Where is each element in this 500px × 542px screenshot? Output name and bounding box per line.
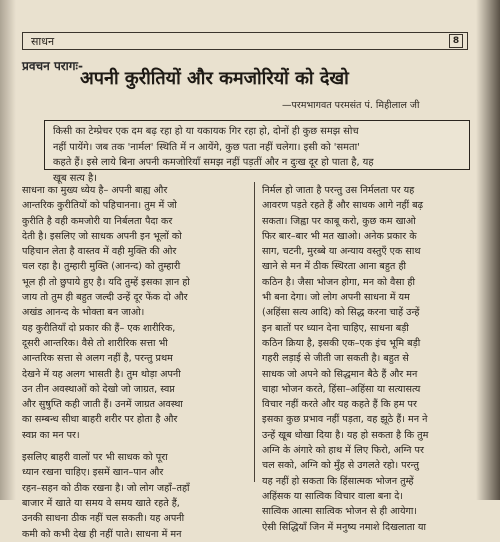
- text-line: अखंड आनन्द के भोक्ता बन जाओ।: [22, 307, 145, 319]
- text-line: का सम्बन्ध सीधा बाहरी शरीर पर होता है और: [22, 414, 178, 426]
- text-line: साधना का मुख्य ध्येय है– अपनी बाह्य और: [22, 185, 168, 196]
- text-line: (अहिंसा सत्य आदि) को सिद्ध करना चाहें उन्हें: [262, 307, 420, 319]
- running-header: [22, 32, 468, 50]
- article-title: अपनी कुरीतियों और कमजोरियों को देखो: [80, 68, 349, 89]
- text-line: ऐसी सिद्धियाँ जिन में मनुष्य नमाशे दिखलाता या: [262, 521, 426, 533]
- left-column: [22, 183, 249, 542]
- quote-line: खूब सत्य है।: [53, 172, 97, 184]
- text-line: आन्तरिक सत्ता से अलग नहीं है, परन्तु प्रथम: [22, 353, 173, 365]
- column-divider: [254, 182, 255, 482]
- right-column: [262, 183, 474, 535]
- text-line: यह नहीं हो सकता कि हिंसात्मक भोजन तुम्हें: [262, 475, 414, 487]
- text-line: स्वप्न का मन पर।: [22, 429, 80, 441]
- text-line: सकता। जिह्वा पर काबू करो, कुछ कम खाओ: [262, 215, 416, 227]
- text-line: उनकी साधना ठीक नहीं चल सकती। यह अपनी: [22, 513, 185, 525]
- text-line: आन्तरिक कुरीतियों को पहिचानना। तुम में जो: [22, 200, 177, 212]
- quote-line: कहते हैं। इसे लाये बिना अपनी कमजोरियाँ समझ नहीं पड़तीं और न दुःख दूर हो पाता है, यह: [53, 157, 374, 168]
- text-line: कठिन क्रिया है, इसकी एक–एक इंच भूमि बड़ी: [262, 337, 421, 349]
- text-line: देती है। इसलिए जो साधक अपनी इन भूलों को: [22, 230, 182, 242]
- quote-line: किसी का टेम्प्रेचर एक दम बढ़ रहा हो या यकायक गिर रहा हो, दोनों ही कुछ समझ सोच: [53, 126, 359, 137]
- text-line: उन्हें खूब धोखा दिया है। यह हो सकता है कि तुम: [262, 429, 429, 441]
- discourse-label: प्रवचन परागः-: [22, 59, 83, 73]
- quote-box: [44, 120, 470, 184]
- text-line: चाहा भोजन करते, हिंसा–अहिंसा या सत्यासत्य: [262, 383, 421, 395]
- text-line: बाजार में खाते या समय वे समय खाते रहते हैं,: [22, 497, 180, 509]
- text-line: कमी को कभी देख ही नहीं पाते। साधना में मन: [22, 528, 182, 540]
- text-line: उन तीन अवस्थाओं को देखो जो जाग्रत, स्वप्न: [22, 383, 175, 395]
- text-line: इन बातों पर ध्यान देना चाहिए, साधना बड़ी: [262, 322, 409, 334]
- text-line: कठिन है। जैसा भोजन होगा, मन को वैसा ही: [262, 276, 415, 288]
- author-line: —परमभागवत परमसंत पं. मिहीलाल जी: [282, 100, 420, 111]
- text-line: भूल ही तो छुपाये हुए है। यदि तुम्हें इसका ज्ञान हो: [22, 276, 190, 288]
- text-line: गहरी लड़ाई से जीती जा सकती है। बहुत से: [262, 353, 409, 365]
- text-line: आवरण पड़ते रहते हैं और साधक आगे नहीं बढ़: [262, 200, 423, 212]
- page-shadow-right: [476, 0, 500, 500]
- text-line: देखने में यह अलग भासती है। तुम थोड़ा अपनी: [22, 368, 181, 380]
- text-line: सात्विक आत्मा सात्विक भोजन से ही आयेगा।: [262, 506, 418, 518]
- text-line: अग्नि के अंगारे को हाथ में लिए फिरो, अग्नि पर: [262, 445, 424, 457]
- text-line: विचार नहीं करते और यह कहते हैं कि हम पर: [262, 399, 417, 411]
- text-line: जाय तो तुम ही बहुत जल्दी उन्हें दूर फेंक दो और: [22, 292, 188, 304]
- text-line: इसलिए बाहरी वालों पर भी साधक को पूरा: [22, 452, 168, 464]
- text-line: साधक जो अपने को सिद्धमान बैठे हैं और मन: [262, 368, 418, 380]
- text-line: चल रहा है। तुम्हारी मुक्ति (आनन्द) को तुम्हारी: [22, 261, 181, 273]
- text-line: इसका कुछ प्रभाव नहीं पड़ता, वह झूठे हैं। मन ने: [262, 414, 428, 426]
- text-line: भी बना देगा। जो लोग अपनी साधना में यम: [262, 292, 410, 304]
- section-title: साधन: [31, 34, 55, 48]
- text-line: यह कुरीतियाँ दो प्रकार की हैं– एक शारीरिक,: [22, 322, 176, 334]
- text-line: पहिचान लेता है वास्तव में वही मुक्ति की ओर: [22, 246, 177, 258]
- text-line: फिर बार–बार भी मत खाओ। अनेक प्रकार के: [262, 230, 417, 242]
- page-shadow-left: [0, 0, 16, 500]
- text-line: ध्यान रखना चाहिए। इसमें खान–पान और: [22, 467, 164, 479]
- text-line: रहन–सहन को ठीक रखना है। जो लोग जहाँ–तहाँ: [22, 482, 190, 494]
- quote-line: नहीं पायेंगे। जब तक 'नार्मल' स्थिति में न आयेंगे, कुछ पता नहीं चलेगा। इसी को 'समता': [53, 141, 360, 153]
- text-line: साग, चटनी, मुरब्बे या अन्याय वस्तुएँ एक साथ: [262, 246, 421, 258]
- text-line: चल सको, अग्नि को मुँह से उगलते रहो। परन्तु: [262, 460, 419, 472]
- page-number: 8: [449, 34, 463, 48]
- text-line: और सुषुप्ति कही जाती हैं। उनमें जाग्रत अवस्था: [22, 399, 183, 411]
- text-line: अहिंसक या सात्विक विचार वाला बना दे।: [262, 490, 403, 502]
- text-line: खाने से मन में ठीक स्थिरता आना बहुत ही: [262, 261, 407, 273]
- paragraph-gap: [22, 443, 249, 450]
- text-line: कुरीति है वही कमजोरी या निर्बलता पैदा कर: [22, 215, 173, 227]
- text-line: दूसरी आन्तरिक। वैसे तो शारीरिक सत्ता भी: [22, 337, 168, 349]
- text-line: निर्मल हो जाता है परन्तु उस निर्मलता पर यह: [262, 185, 415, 196]
